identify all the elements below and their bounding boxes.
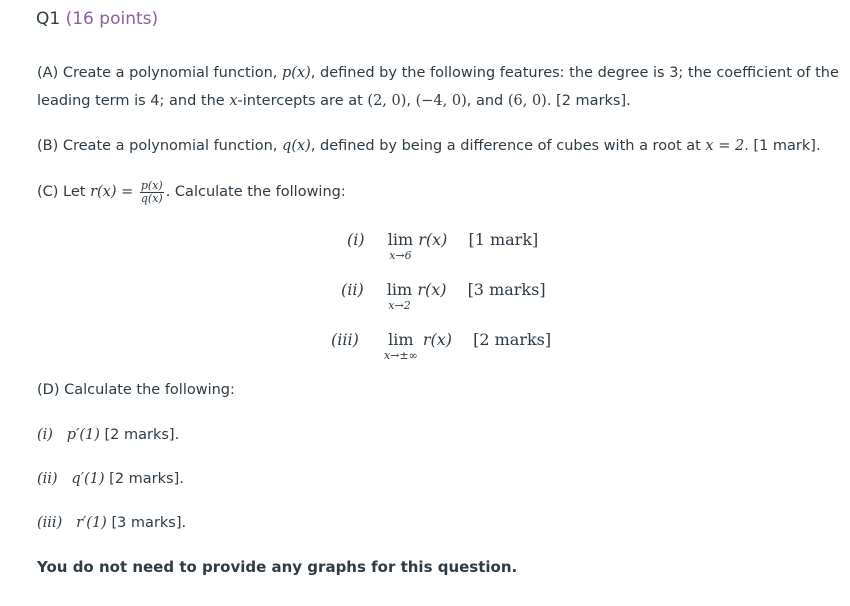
intercept-1: (2, 0): [367, 93, 407, 109]
limit-item-1: (i) lim x→6 r(x) [1 mark]: [347, 230, 539, 262]
part-a-line-2: leading term is 4; and the x-intercepts are at (2, 0), (−4, 0), and (6, 0). [2 marks].: [37, 93, 631, 109]
part-d-item-3: (iii) r′(1) [3 marks].: [37, 515, 187, 531]
p-of-x: p(x): [282, 65, 311, 81]
part-a-line-1: (A) Create a polynomial function, p(x), defined by the following features: the degree is 3; the coefficient of the: [37, 65, 839, 81]
question-points: (16 points): [65, 9, 159, 29]
intercept-2: (−4, 0): [415, 93, 467, 109]
intercept-3: (6, 0): [507, 93, 547, 109]
part-d-item-2: (ii) q′(1) [2 marks].: [37, 471, 184, 487]
question-title: [36, 9, 158, 29]
limit-item-3: (iii) lim x→±∞ r(x) [2 marks]: [331, 330, 552, 362]
limit-item-2: (ii) lim x→2 r(x) [3 marks]: [341, 280, 546, 312]
part-b: (B) Create a polynomial function, q(x), defined by being a difference of cubes with a root at x = 2. [1 mark].: [37, 138, 821, 154]
root-value: x = 2: [705, 138, 745, 154]
part-d-heading: (D) Calculate the following:: [37, 382, 235, 398]
part-d-item-1: (i) p′(1) [2 marks].: [37, 427, 180, 443]
question-label: Q1: [36, 9, 61, 29]
r-of-x: r(x) =: [90, 184, 134, 200]
q-of-x: q(x): [282, 138, 311, 154]
part-c: (C) Let r(x) = $\frac{p(x)}{q(x)}$ . Calculate the following:: [37, 178, 346, 205]
r-fraction: $\frac{p(x)}{q(x)}$: [140, 178, 163, 205]
graph-note: You do not need to provide any graphs for this question.: [37, 558, 518, 576]
